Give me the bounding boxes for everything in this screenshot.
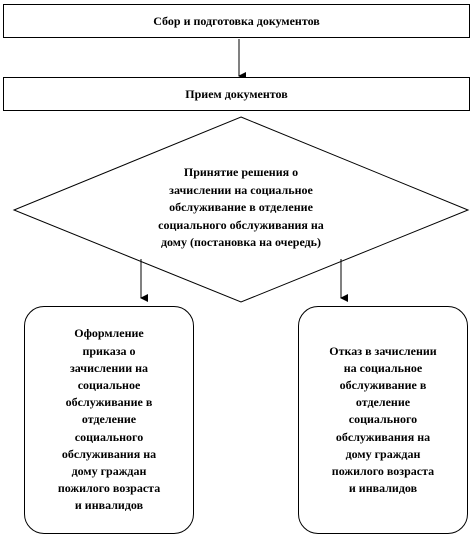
step-receive-documents	[3, 77, 470, 111]
decision-label: Принятие решения о зачислении на социальное обслуживание в отделение социального обслуживания на дому (постановка на очередь)	[158, 165, 324, 249]
outcome-refusal	[298, 306, 468, 534]
outcome-refusal-label: Отказ в зачислении на социальное обслуживание в отделение социального обслуживания на дому граждан пожилого возраста и инвалидов	[329, 343, 437, 496]
outcome-order-enrollment-label: Оформление приказа о зачислении на социальное обслуживание в отделение социального обслуживания на дому граждан пожилого возраста и инвалидов	[57, 326, 161, 513]
step-collect-documents	[3, 4, 470, 38]
step-collect-documents-label: Сбор и подготовка документов	[153, 13, 320, 28]
step-receive-documents-label: Прием документов	[185, 86, 288, 101]
outcome-order-enrollment	[24, 306, 194, 534]
